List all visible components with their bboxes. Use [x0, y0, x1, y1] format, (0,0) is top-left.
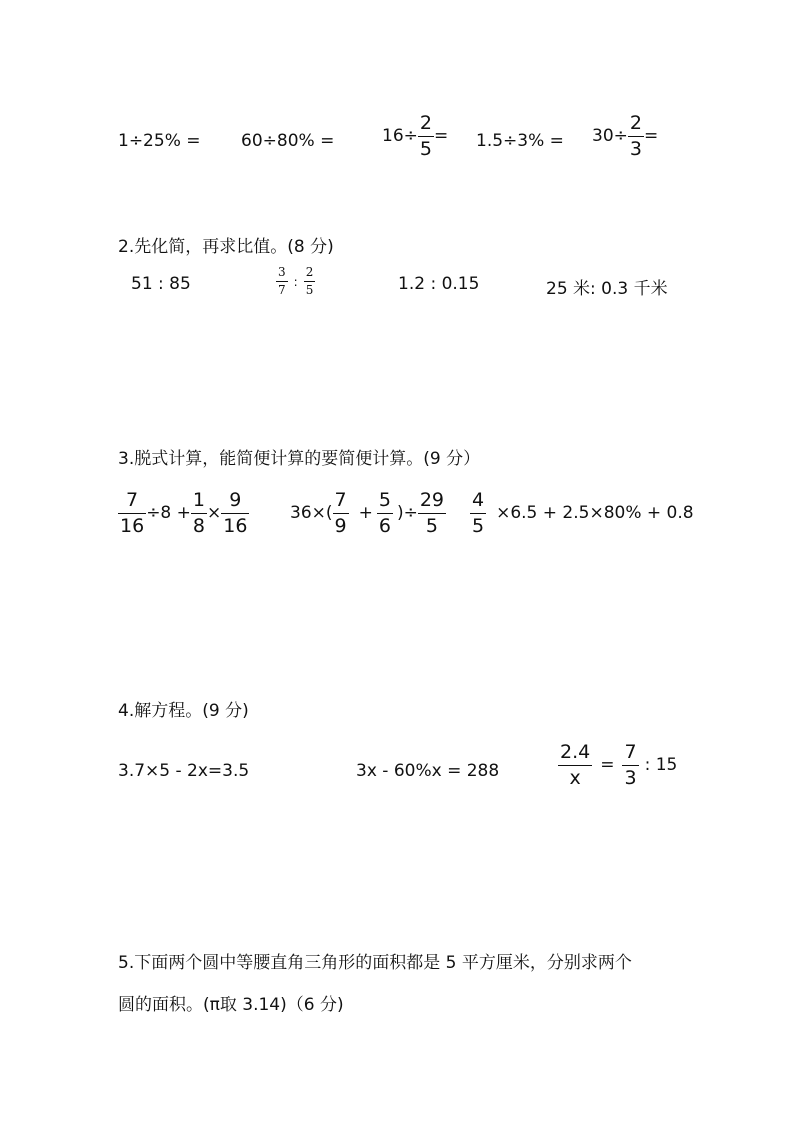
s1-item-2: 60÷80% = [241, 131, 335, 151]
fraction: $\frac{4}{5}$ [472, 489, 485, 537]
fraction: $\frac{29}{5}$ [419, 489, 445, 537]
s1-item-4: 1.5÷3% = [476, 131, 564, 151]
s3-expr-3: $\frac{4}{5}$ ×6.5 + 2.5×80% + 0.8 [472, 489, 694, 537]
fraction: $\frac{2}{5}$ [419, 112, 432, 160]
s1-item-3: 16÷ $\frac{2}{5}$ = [382, 112, 449, 160]
fraction: $\frac{7}{9}$ [334, 489, 347, 537]
fraction: $\frac{3}{7}$ [278, 265, 286, 298]
fraction: $\frac{5}{6}$ [378, 489, 391, 537]
s2-item-1: 51 : 85 [131, 274, 191, 294]
section-4-heading: 4.解方程。(9 分) [118, 701, 249, 721]
fraction: $\frac{2.4}{x}$ [560, 741, 591, 789]
section-2-heading: 2.先化简，再求比值。(8 分) [118, 237, 334, 257]
fraction: $\frac{9}{16}$ [223, 489, 248, 537]
s3-expr-2: 36×( $\frac{7}{9}$ + $\frac{5}{6}$ )÷ $\frac{29}{5}$ [290, 489, 445, 537]
s2-item-3: 1.2 : 0.15 [398, 274, 480, 294]
s4-eq-1: 3.7×5 - 2x=3.5 [118, 761, 250, 781]
fraction: $\frac{1}{8}$ [192, 489, 205, 537]
fraction: $\frac{2}{3}$ [629, 112, 642, 160]
s3-expr-1: $\frac{7}{16}$ ÷8 + $\frac{1}{8}$ × $\frac{9}{16}$ [120, 489, 248, 537]
s4-eq-3: $\frac{2.4}{x}$ = $\frac{7}{3}$ : 15 [560, 741, 678, 789]
fraction: $\frac{7}{3}$ [624, 741, 637, 789]
section-5-line-1: 5.下面两个圆中等腰直角三角形的面积都是 5 平方厘米，分别求两个 [118, 953, 632, 973]
fraction: $\frac{2}{5}$ [305, 265, 314, 298]
section-3-heading: 3.脱式计算，能简便计算的要简便计算。(9 分） [118, 449, 481, 469]
s2-item-4: 25 米: 0.3 千米 [546, 279, 668, 299]
fraction: $\frac{7}{16}$ [120, 489, 145, 537]
s4-eq-2: 3x - 60%x = 288 [356, 761, 500, 781]
s1-item-1: 1÷25% = [118, 131, 201, 151]
s1-item-5: 30÷ $\frac{2}{3}$ = [592, 112, 659, 160]
section-5-line-2: 圆的面积。(π取 3.14)（6 分) [118, 995, 344, 1015]
s2-item-2: $\frac{3}{7}$ : $\frac{2}{5}$ [278, 265, 314, 298]
